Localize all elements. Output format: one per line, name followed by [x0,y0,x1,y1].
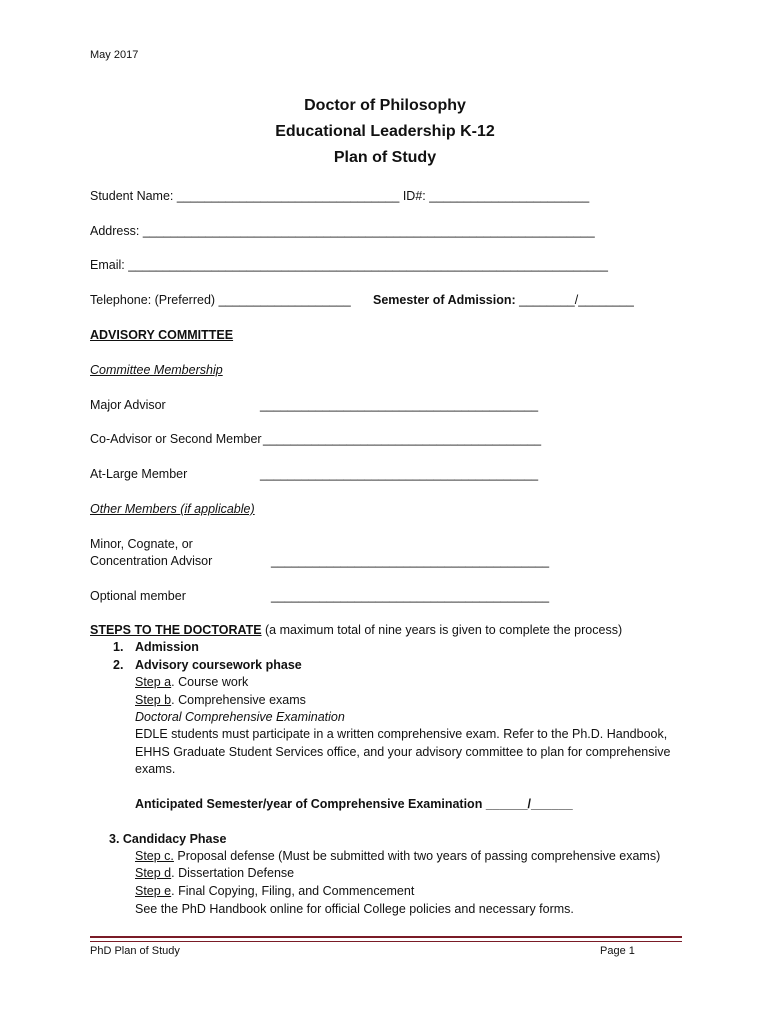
footer-title: PhD Plan of Study [90,945,180,957]
steps-heading-note: (a maximum total of nine years is given to complete the process) [261,623,623,637]
optional-member-blank[interactable]: ________________________________________ [271,589,550,603]
step-d-text: . Dissertation Defense [171,866,295,880]
step-item-advisory-coursework [113,658,302,672]
telephone-label: Telephone: (Preferred) [90,293,216,307]
step-c-label: Step c. [135,849,174,863]
anticipated-exam-label: Anticipated Semester/year of Comprehensive Examination [135,797,483,811]
step-item-label: Advisory coursework phase [135,658,302,672]
student-name-blank[interactable]: ________________________________ [176,189,400,203]
minor-advisor-blank[interactable]: ________________________________________ [271,554,550,568]
steps-heading: STEPS TO THE DOCTORATE [90,623,262,637]
telephone-row [90,293,351,307]
at-large-member-label: At-Large Member [90,467,188,481]
step-item-number: 1. [113,640,124,654]
exam-text-line-1: EDLE students must participate in a written comprehensive exam. Refer to the Ph.D. Handbook, [135,727,668,741]
telephone-blank[interactable]: ___________________ [218,293,351,307]
at-large-member-blank[interactable]: ________________________________________ [260,467,539,481]
step-c-text: Proposal defense (Must be submitted with two years of passing comprehensive exams) [173,849,661,863]
email-label: Email: [90,258,125,272]
student-id-blank[interactable]: _______________________ [429,189,590,203]
semester-row [373,293,634,307]
email-row [90,258,608,272]
student-id-label: ID#: [402,189,426,203]
anticipated-exam-blank[interactable]: ______/______ [485,797,573,811]
minor-advisor-label-line-1: Minor, Cognate, or [90,537,193,551]
semester-blank[interactable]: ________/________ [519,293,634,307]
minor-advisor-label-line-2: Concentration Advisor [90,554,213,568]
footer-rule [90,936,682,938]
header-date: May 2017 [90,49,139,61]
step-c-row [135,849,660,863]
step-e-text: . Final Copying, Filing, and Commencement [171,884,415,898]
step-item-admission [113,640,199,654]
co-advisor-blank[interactable]: ________________________________________ [263,432,542,446]
other-members-heading: Other Members (if applicable) [90,502,255,516]
footer-page-number: Page 1 [600,945,635,957]
title-line-1: Doctor of Philosophy [304,97,466,114]
address-blank[interactable]: _________________________________________________________________ [142,224,595,238]
exam-text-line-3: exams. [135,762,176,776]
committee-membership-heading: Committee Membership [90,363,223,377]
step-e-label: Step e [135,884,172,898]
handbook-note: See the PhD Handbook online for official College policies and necessary forms. [135,902,574,916]
step-item-number: 2. [113,658,124,672]
major-advisor-label: Major Advisor [90,398,166,412]
major-advisor-blank[interactable]: ________________________________________ [260,398,539,412]
step-a-text: . Course work [171,675,249,689]
advisory-committee-heading: ADVISORY COMMITTEE [90,328,234,342]
step-e-row [135,884,414,898]
candidacy-phase-heading: 3. Candidacy Phase [109,832,227,846]
student-name-label: Student Name: [90,189,174,203]
step-a-label: Step a [135,675,172,689]
anticipated-exam-row [135,797,573,811]
title-line-3: Plan of Study [333,149,437,166]
step-b-label: Step b [135,693,172,707]
exam-text-line-2: EHHS Graduate Student Services office, and your advisory committee to plan for comprehensive [135,745,671,759]
co-advisor-label: Co-Advisor or Second Member [90,432,262,446]
step-b-text: . Comprehensive exams [171,693,306,707]
step-b-row [135,693,306,707]
steps-heading-row [90,623,622,637]
step-a-row [135,675,248,689]
step-item-label: Admission [135,640,199,654]
footer-rule-thin [90,941,682,942]
step-d-label: Step d [135,866,172,880]
semester-label: Semester of Admission: [373,293,516,307]
email-blank[interactable]: _____________________________________________________________________ [128,258,608,272]
exam-heading: Doctoral Comprehensive Examination [135,710,345,724]
step-d-row [135,866,294,880]
optional-member-label: Optional member [90,589,186,603]
address-row [90,224,595,238]
student-name-row [90,189,589,203]
address-label: Address: [90,224,140,238]
title-line-2: Educational Leadership K-12 [275,123,495,140]
